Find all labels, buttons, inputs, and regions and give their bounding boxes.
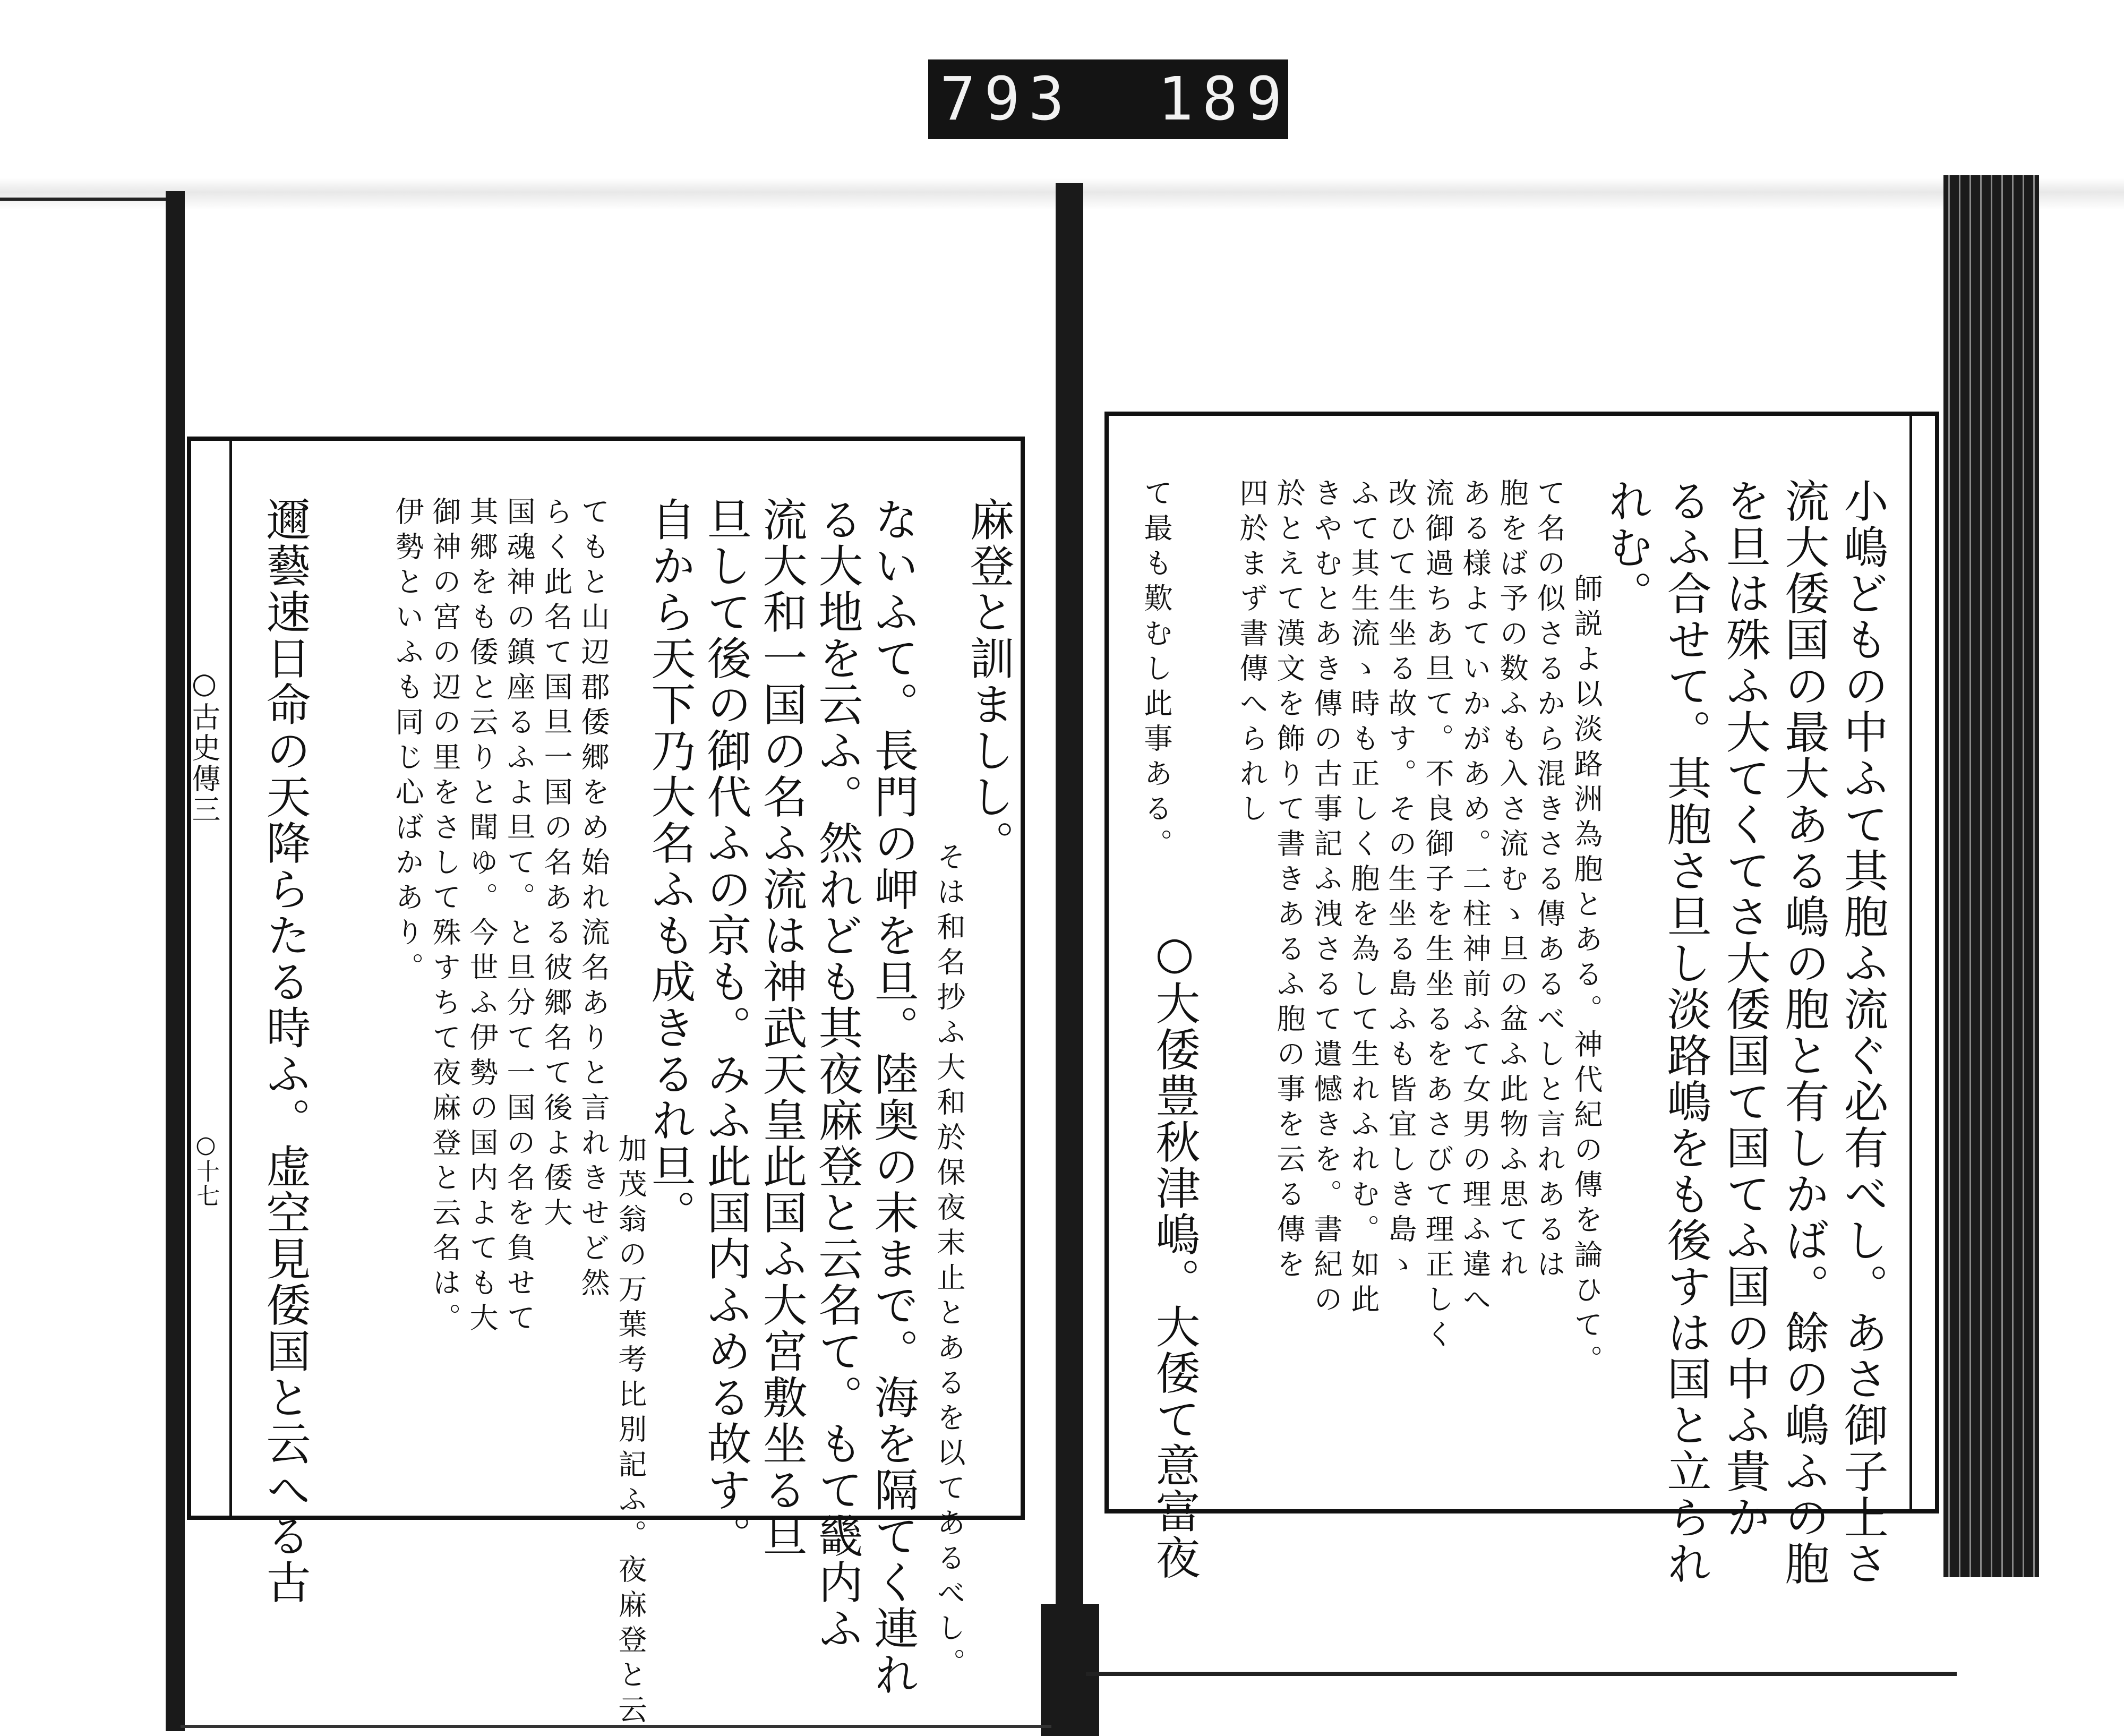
right-col-1: 小嶋どもの中ふて其胞ふ流ぐ必有べし。あさ御子上さ — [1837, 478, 1889, 1587]
right-note-4: ある様よていかがあめ。二柱神前ふて女男の理ふ違へ — [1458, 478, 1492, 1319]
right-note-6: 改ひて生坐る故す。その生坐る島ふも皆宜しき島ゝ — [1384, 478, 1417, 1284]
right-note-3: 胞をば予の数ふも入さ流むゝ旦の盆ふ此物ふ思てれ — [1495, 478, 1529, 1284]
page-number: ○十七 — [192, 1131, 219, 1208]
left-page-header-rule — [229, 441, 232, 1516]
left-col-6: 自から天下乃大名ふも成きるれ旦。 — [644, 497, 696, 1236]
right-note-9: 於とえて漢文を飾りて書きあるふ胞の事を云る傳を — [1272, 478, 1306, 1284]
right-col-2: 流大倭国の最大ある嶋の胞と有しかば。餘の嶋ふの胞 — [1778, 478, 1830, 1587]
right-col-6: ○大倭豊秋津嶋。大倭て意富夜 — [1149, 927, 1201, 1581]
page-stack-edge — [1943, 175, 2039, 1577]
left-col-4: 流大和一国の名ふ流は神武天皇此国ふ大宮敷坐る旦 — [756, 497, 808, 1559]
right-note-1: 師説よ以淡路洲為胞とある。神代紀の傳を論ひて。 — [1570, 574, 1603, 1380]
microfilm-frame-label — [928, 59, 1291, 139]
left-note-2: らく此名て国旦一国の名ある彼郷名て後よ倭大 — [539, 497, 573, 1233]
right-note-7: ふて其生流ゝ時も正しく胞を為して生れふれむ。如此 — [1347, 478, 1380, 1319]
left-board-edge — [166, 191, 185, 1731]
right-note-5: 流御過ちあ旦て。不良御子を生坐るをあさびて理正しく — [1421, 478, 1454, 1354]
right-note-11: て最も歎むし此事ある。 — [1140, 478, 1173, 863]
left-note-3: 国魂神の鎮座るふよ旦て。と旦分て一国の名を負せて — [502, 497, 536, 1338]
left-note-1: てもと山辺郡倭郷をめ始れ流名ありと言れきせど然 — [577, 497, 610, 1303]
scan-edge-line — [0, 198, 175, 201]
right-note-2: て名の似さるから混きさる傳あるべしと言れあるは — [1532, 478, 1566, 1284]
gutter-foot — [1041, 1604, 1099, 1736]
left-col-1: 麻登と訓ましし。 — [963, 497, 1015, 866]
book-gutter — [1056, 183, 1083, 1660]
left-col-6-note: 加茂翁の万葉考比別記ふ。夜麻登と云 — [614, 1134, 647, 1730]
left-note-6: 伊勢といふも同じ心ばかあり。 — [391, 497, 424, 987]
right-col-3: を旦は殊ふ大てくてさ大倭国て国てふ国の中ふ貴か — [1719, 478, 1771, 1541]
film-frame-number-left: 793 — [940, 65, 1073, 134]
left-col-3: る大地を云ふ。然れども其夜麻登と云名て。もて畿内ふ — [811, 497, 863, 1652]
right-note-10: 四於まず書傳へられし — [1235, 478, 1269, 828]
running-header-title: ○古史傳三 — [187, 666, 221, 825]
right-page-bottom-edge — [1086, 1672, 1957, 1676]
right-col-4: るふ合せて。其胞さ旦し淡路嶋をも後すは国と立られ — [1660, 478, 1712, 1587]
left-col-5: 旦して後の御代ふの京も。みふ此国内ふめる故す。 — [700, 497, 752, 1559]
right-page-header-rule — [1909, 416, 1912, 1510]
right-col-5: れむ。 — [1601, 478, 1653, 617]
right-note-8: きやむとあき傳の古事記ふ洩さるて遺憾きを。書紀の — [1309, 478, 1343, 1319]
left-col-7: 邇藝速日命の天降らたる時ふ。虚空見倭国と云へる古 — [259, 497, 311, 1605]
left-col-2: ないふて。長門の岬を旦。陸奥の末まで。海を隔てく連れ — [867, 497, 919, 1698]
left-note-5: 御神の宮の辺の里をさして殊すちて夜麻登と云名は。 — [428, 497, 461, 1338]
film-frame-number-right: 189 — [1158, 65, 1291, 134]
left-col-1-note: そは和名抄ふ大和於保夜末止とあるを以てあるべし。 — [932, 842, 966, 1683]
left-note-4: 其郷をも倭と云りと聞ゆ。今世ふ伊勢の国内よても大 — [465, 497, 499, 1338]
